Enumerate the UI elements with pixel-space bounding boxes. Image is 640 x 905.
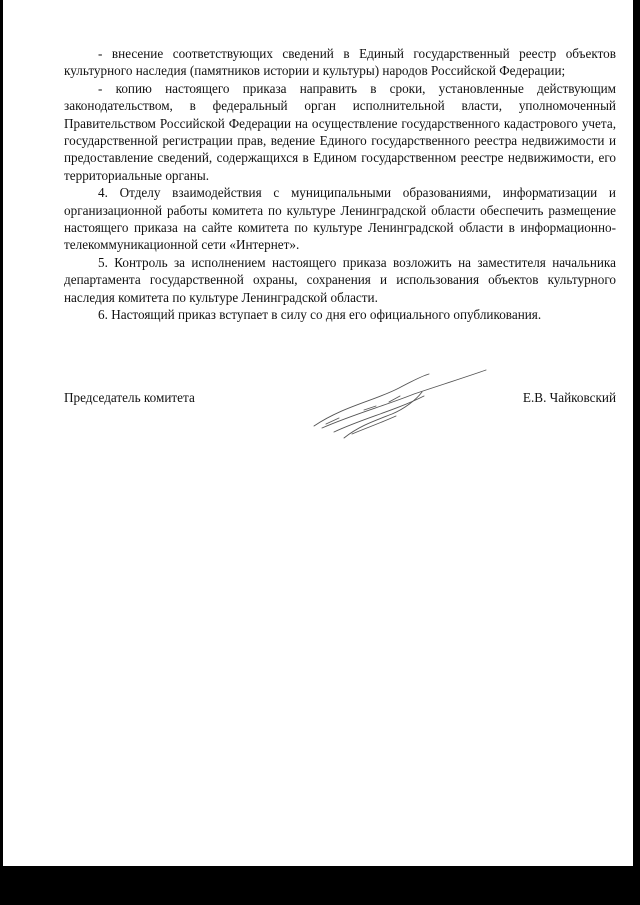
paragraph-item-5: 5. Контроль за исполнением настоящего приказа возложить на заместителя начальника департамента государственной охраны, сохранения и использования объектов культурного наследия комитета по культуре Ленинградской области.	[64, 254, 616, 305]
paragraph-item-4: 4. Отделу взаимодействия с муниципальными образованиями, информатизации и организационной работы комитета по культуре Ленинградской области обеспечить размещение настоящего приказа на сайте комитета по культуре Ленинградской области в информационно-телекоммуникационной сети «Интернет».	[64, 185, 616, 253]
handwritten-signature	[304, 366, 504, 446]
signatory-name: Е.В. Чайковский	[522, 390, 616, 405]
document-page	[3, 0, 633, 866]
paragraph-item-6: 6. Настоящий приказ вступает в силу со дня его официального опубликования.	[98, 307, 542, 323]
paragraph-copy-order: - копию настоящего приказа направить в сроки, установленные действующим законодательством, в федеральный орган исполнительной власти, уполномоченный Правительством Российской Федерации на осуществление государственного кадастрового учета, государственной регистрации прав, ведение Единого государственного реестра недвижимости и предоставление сведений, содержащихся в Едином государственном реестре недвижимости, его территориальные органы.	[64, 80, 616, 183]
signature-block	[64, 390, 616, 460]
signatory-title: Председатель комитета	[64, 390, 195, 405]
paragraph-registry-entry: - внесение соответствующих сведений в Единый государственный реестр объектов культурного наследия (памятников истории и культуры) народов Российской Федерации;	[64, 46, 616, 79]
document-body	[64, 45, 616, 324]
